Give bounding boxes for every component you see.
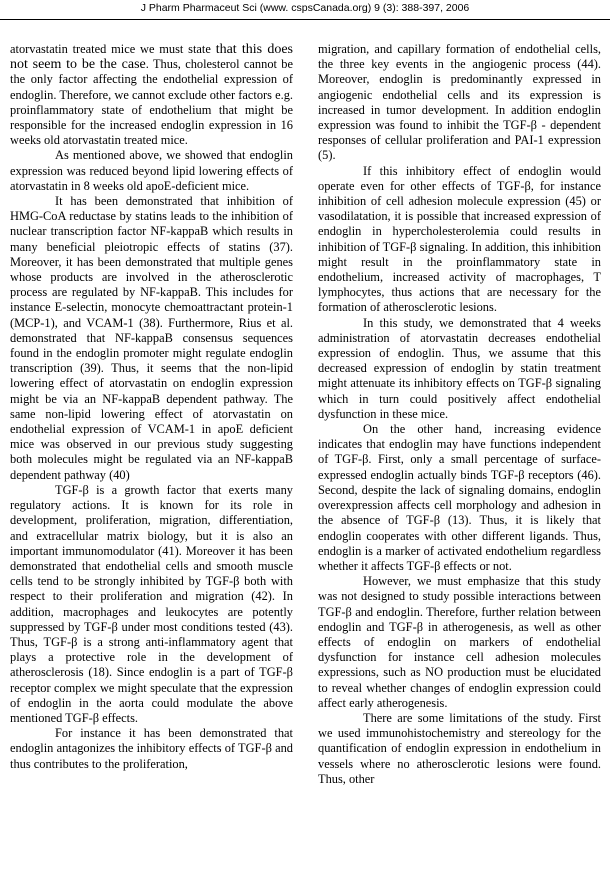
right-paragraph-1: migration, and capillary formation of endothelial cells, the three key events in the angiogenic process (44). Moreover, endoglin is predominantly expressed in angiogenic endothelial cells and its expression is increased in tumor development. In addition endoglin expression was found to inhibit the TGF-β - dependent responses of cellular proliferation and PAI-1 expression (5).	[318, 42, 601, 163]
left-paragraph-4: TGF-β is a growth factor that exerts many regulatory actions. It is known for its role in development, proliferation, migration, differentiation, and extracellular matrix biology, but it is also an important immunomodulator (41). Moreover it has been demonstrated that endothelial cells and smooth muscle cells tend to be strongly inhibited by TGF-β both with respect to their proliferation and migration (42). In addition, macrophages and leukocytes are potently suppressed by TGF-β under most conditions tested (43). Thus, TGF-β is a strong anti-inflammatory agent that plays a protective role in the development of atherosclerosis (18). Since endoglin is a part of TGF-β receptor complex we might speculate that the expression of endoglin in the aorta could modulate the above mentioned TGF-β effects.	[10, 482, 293, 725]
left-paragraph-5: For instance it has been demonstrated that endoglin antagonizes the inhibitory effects of TGF-β and thus contributes to the proliferation,	[10, 726, 293, 771]
left-paragraph-1-rest: . Thus, cholesterol cannot be the only factor affecting the endothelial expression of endoglin. Therefore, we cannot exclude other factors e.g. proinflammatory state of endothelium that might be responsible for the increased endoglin expression in 16 weeks old atorvastatin treated mice.	[10, 57, 293, 148]
left-paragraph-3: It has been demonstrated that inhibition of HMG-CoA reductase by statins leads to the inhibition of nuclear transcription factor NF-kappaB which results in many beneficial pleiotropic effects of statins (37). Moreover, it has been demonstrated that multiple genes whose products are involved in the atherosclerotic process are regulated by NF-kappaB. This includes for instance E-selectin, monocyte chemoattractant protein-1 (MCP-1), and VCAM-1 (38). Furthermore, Rius et al. demonstrated that NF-kappaB consensus sequences found in the endoglin promoter might regulate endoglin transcription (39). Thus, it seems that the non-lipid lowering effect of atorvastatin on endoglin expression might be via an NF-kappaB dependent pathway. The same non-lipid lowering effect of atorvastatin on endothelial expression of VCAM-1 in apoE deficient mice was observed in our previous study suggesting both molecules might be regulated via an NF-kappaB dependent pathway (40)	[10, 194, 293, 482]
left-paragraph-1	[10, 42, 293, 148]
left-paragraph-2: As mentioned above, we showed that endoglin expression was reduced beyond lipid lowering effects of atorvastatin in 8 weeks old apoE-deficient mice.	[10, 148, 293, 193]
right-paragraph-4: On the other hand, increasing evidence indicates that endoglin may have functions independent of TGF-β. First, only a small percentage of surface-expressed endoglin actually binds TGF-β receptors (46). Second, despite the lack of signaling domains, endoglin overexpression affects cell morphology and adhesion in the absence of TGF-β (13). Thus, it is likely that endoglin cooperates with other different ligands. Thus, endoglin is a marker of activated endothelium regardless whether it affects TGF-β effects or not.	[318, 422, 601, 573]
right-paragraph-5: However, we must emphasize that this study was not designed to study possible interactions between TGF-β and endoglin. Therefore, further relation between endoglin and TGF-β in atherogenesis, as well as other effects of endoglin on markers of endothelial dysfunction for instance cell adhesion molecules expressions, such as NO production must be elucidated to reveal whether changes of endoglin expression could affect early atherogenesis.	[318, 574, 601, 710]
left-column	[10, 42, 293, 892]
right-paragraph-3: In this study, we demonstrated that 4 weeks administration of atorvastatin decreases endothelial expression of endoglin. Thus, we assume that this decreased expression of endoglin by statin treatment might attenuate its inhibitory effects on TGF-β signaling which in turn could positively affect endothelial dysfunction in these mice.	[318, 315, 601, 421]
left-paragraph-1-start: atorvastatin treated mice we must state	[10, 42, 216, 56]
running-header: J Pharm Pharmaceut Sci (www. cspsCanada.org) 9 (3): 388-397, 2006	[140, 2, 470, 14]
right-column	[318, 42, 601, 892]
right-paragraph-6: There are some limitations of the study. First we used immunohistochemistry and stereology for the quantification of endoglin expression in endothelium in vessels where no atherosclerotic lesions were found. Thus, other	[318, 710, 601, 786]
header-rule	[0, 19, 610, 20]
left-paragraph-1-large-text: that this does not seem to be the case	[10, 42, 293, 73]
right-paragraph-2: If this inhibitory effect of endoglin would operate even for other effects of TGF-β, for instance inhibition of cell adhesion molecule expression (45) or vasodilatation, it is possible that increased expression of endoglin in hypercholesterolemia could results in inhibition of TGF-β signaling. In addition, this inhibition might result in the proinflammatory state in endothelium, increased activity of macrophages, T lymphocytes, thus actions that are necessary for the formation of atherosclerotic lesions.	[318, 163, 601, 315]
